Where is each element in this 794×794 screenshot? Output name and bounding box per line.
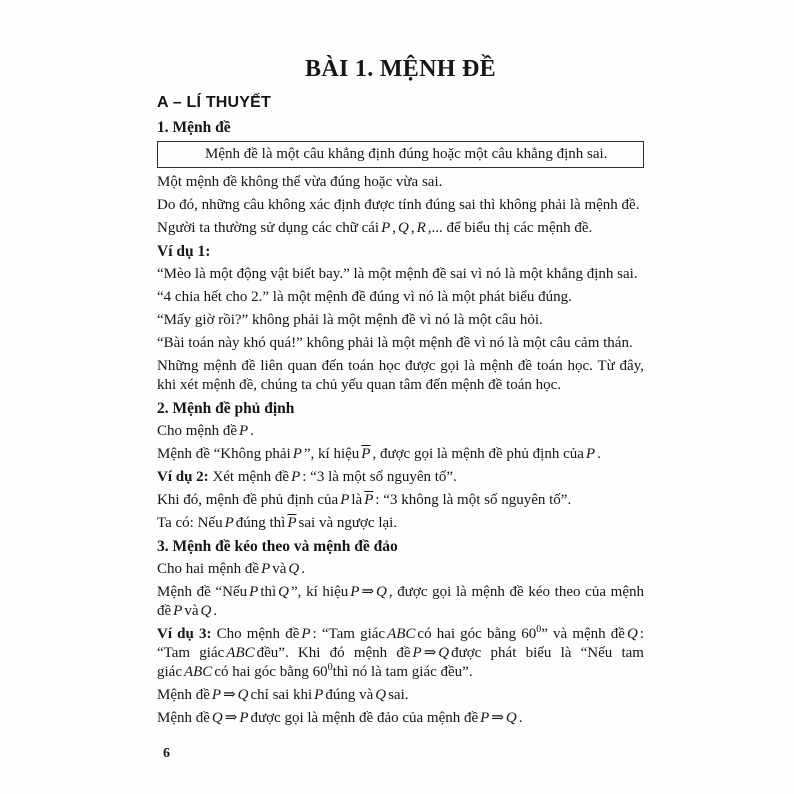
text-segment: ⇒ xyxy=(224,710,238,726)
math-symbol: Q xyxy=(375,687,387,703)
text-segment: có hai góc bằng 60 xyxy=(214,664,328,680)
subsection-2-heading xyxy=(157,399,644,418)
definition-box xyxy=(157,141,644,168)
text-segment: Khi đó, mệnh đề phủ định của xyxy=(157,492,339,508)
math-symbol: $\overline{P}$ xyxy=(361,446,371,462)
text-segment: đều”. Khi đó mệnh đề xyxy=(256,645,411,661)
text-segment: Cho mệnh đề xyxy=(157,423,237,439)
paragraph xyxy=(157,196,644,215)
math-symbol: Q xyxy=(438,645,450,661)
document-body xyxy=(157,54,644,732)
math-symbol: P xyxy=(314,687,324,703)
text-segment: Mệnh đề xyxy=(157,710,210,726)
text-segment: Những mệnh đề liên quan đến toán học được gọi là mệnh đề toán học. Từ đây, khi xét mệnh đề, chúng ta chủ yếu quan tâm đến mệnh đề toán học. xyxy=(157,358,644,393)
math-symbol: Q xyxy=(376,584,387,600)
math-symbol: P xyxy=(173,603,183,619)
text-segment: . xyxy=(518,710,523,726)
text-segment: được gọi là mệnh đề đảo của mệnh đề xyxy=(250,710,479,726)
text-segment: , được gọi là mệnh đề phủ định của xyxy=(372,446,584,462)
text-segment: 3. Mệnh đề kéo theo và mệnh đề đảo xyxy=(157,538,398,555)
math-symbol: $\overline{P}$ xyxy=(364,492,374,508)
text-segment: Ví dụ 2: xyxy=(157,469,209,485)
paragraph xyxy=(157,357,644,395)
text-segment: đúng và xyxy=(325,687,374,703)
text-segment: ⇒ xyxy=(361,584,375,600)
math-symbol: P xyxy=(239,710,249,726)
text-segment: được phát biểu là “Nếu tam giác xyxy=(157,645,644,680)
example-1-heading xyxy=(157,242,644,261)
text-segment: : “Tam giác xyxy=(312,626,386,642)
math-symbol: ABC xyxy=(183,664,213,680)
math-symbol: Q xyxy=(505,710,517,726)
paragraph xyxy=(157,422,644,441)
paragraph xyxy=(157,514,644,533)
text-segment: . xyxy=(213,603,218,619)
math-symbol: Q xyxy=(398,220,409,236)
text-segment: sai và ngược lại. xyxy=(298,515,398,531)
text-segment: 2. Mệnh đề phủ định xyxy=(157,400,295,417)
text-segment: “Mấy giờ rồi?” không phải là một mệnh đề vì nó là một câu hỏi. xyxy=(157,312,543,328)
math-symbol: P xyxy=(239,423,249,439)
math-symbol: Q xyxy=(626,626,638,642)
text-segment: có hai góc bằng 60 xyxy=(417,626,537,642)
text-segment: Mệnh đề “Không phải xyxy=(157,446,291,462)
text-segment: thì nó là tam giác đều”. xyxy=(332,664,473,680)
section-heading-theory xyxy=(157,93,644,113)
text-segment: Mệnh đề xyxy=(157,687,210,703)
text-segment: A – LÍ THUYẾT xyxy=(157,94,272,111)
text-segment: “Mèo là một động vật biết bay.” là một mệnh đề sai vì nó là một khẳng định sai. xyxy=(157,266,638,282)
text-segment: Mệnh đề “Nếu xyxy=(157,584,248,600)
math-symbol: P xyxy=(291,469,301,485)
text-segment: “Bài toán này khó quá!” không phải là một mệnh đề vì nó là một câu cảm thán. xyxy=(157,335,633,351)
text-segment: và xyxy=(272,561,287,577)
text-segment: ⇒ xyxy=(223,687,236,703)
math-symbol: P xyxy=(301,626,311,642)
text-segment: ⇒ xyxy=(423,645,437,661)
text-segment: . xyxy=(250,423,254,439)
text-segment: 0 xyxy=(536,624,542,635)
text-segment: ,... để biểu thị các mệnh đề. xyxy=(427,220,593,236)
math-symbol: P xyxy=(480,710,490,726)
text-segment: đúng thì xyxy=(235,515,286,531)
text-segment: . xyxy=(301,561,306,577)
text-segment: ”, kí hiệu xyxy=(291,584,349,600)
paragraph xyxy=(157,334,644,353)
text-segment: , xyxy=(410,220,415,236)
paragraph xyxy=(157,265,644,284)
math-symbol: P xyxy=(340,492,350,508)
text-segment: Ví dụ 3: xyxy=(157,626,212,642)
text-segment: thì xyxy=(260,584,277,600)
text-segment: , xyxy=(392,220,396,236)
text-segment: Mệnh đề là một câu khẳng định đúng hoặc một câu khẳng định sai. xyxy=(205,146,608,162)
text-segment: “4 chia hết cho 2.” là một mệnh đề đúng vì nó là một phát biểu đúng. xyxy=(157,289,572,305)
math-symbol: R xyxy=(416,220,426,236)
text-segment: sai. xyxy=(388,687,409,703)
math-symbol: Q xyxy=(200,603,212,619)
text-segment: ”, kí hiệu xyxy=(303,446,360,462)
math-symbol: P xyxy=(224,515,234,531)
math-symbol: ABC xyxy=(387,626,416,642)
math-symbol: $\overline{P}$ xyxy=(287,515,297,531)
text-segment: . xyxy=(597,446,601,462)
paragraph xyxy=(157,445,644,464)
paragraph xyxy=(157,219,644,238)
paragraph xyxy=(157,311,644,330)
math-symbol: P xyxy=(412,645,422,661)
page-number: 6 xyxy=(163,746,170,761)
math-symbol: P xyxy=(249,584,259,600)
math-symbol: P xyxy=(292,446,302,462)
example-3-paragraph xyxy=(157,625,644,682)
text-segment: Xét mệnh đề xyxy=(208,469,290,485)
subsection-3-heading xyxy=(157,537,644,556)
math-symbol: P xyxy=(585,446,596,462)
math-symbol: ABC xyxy=(226,645,255,661)
paragraph xyxy=(157,560,644,579)
text-segment: Cho hai mệnh đề xyxy=(157,561,260,577)
text-segment: Ví dụ 1: xyxy=(157,243,211,260)
paragraph xyxy=(157,173,644,192)
text-segment: ” và mệnh đề xyxy=(541,626,625,642)
text-segment: , được gọi là mệnh đề kéo theo của mệnh đề xyxy=(157,584,644,619)
text-segment: Người ta thường sử dụng các chữ cái xyxy=(157,220,380,236)
text-segment: 1. Mệnh đề xyxy=(157,119,231,136)
paragraph xyxy=(157,709,644,728)
text-segment: và xyxy=(184,603,199,619)
text-segment: 0 xyxy=(327,662,333,673)
lesson-title xyxy=(157,54,644,84)
text-segment: Cho mệnh đề xyxy=(211,626,300,642)
math-symbol: P xyxy=(350,584,360,600)
text-segment: BÀI 1. MỆNH ĐỀ xyxy=(305,56,496,82)
text-segment: : “3 là một số nguyên tố”. xyxy=(302,469,457,485)
paragraph xyxy=(157,491,644,510)
text-segment: là xyxy=(351,492,363,508)
paragraph xyxy=(157,583,644,621)
text-segment: : “3 không là một số nguyên tố”. xyxy=(375,492,572,508)
text-segment: Một mệnh đề không thể vừa đúng hoặc vừa sai. xyxy=(157,174,443,190)
text-segment: ⇒ xyxy=(491,710,504,726)
text-segment: Do đó, những câu không xác định được tính đúng sai thì không phải là mệnh đề. xyxy=(157,197,640,213)
paragraph xyxy=(157,288,644,307)
math-symbol: P xyxy=(261,561,271,577)
math-symbol: P xyxy=(211,687,222,703)
math-symbol: Q xyxy=(237,687,249,703)
math-symbol: P xyxy=(381,220,391,236)
subsection-1-heading xyxy=(157,118,644,137)
math-symbol: Q xyxy=(288,561,300,577)
text-segment: chỉ sai khi xyxy=(250,687,313,703)
text-segment: Ta có: Nếu xyxy=(157,515,223,531)
math-symbol: Q xyxy=(211,710,223,726)
paragraph xyxy=(157,686,644,705)
text-segment: : “Tam giác xyxy=(157,626,644,661)
example-2-paragraph xyxy=(157,468,644,487)
math-symbol: Q xyxy=(278,584,290,600)
